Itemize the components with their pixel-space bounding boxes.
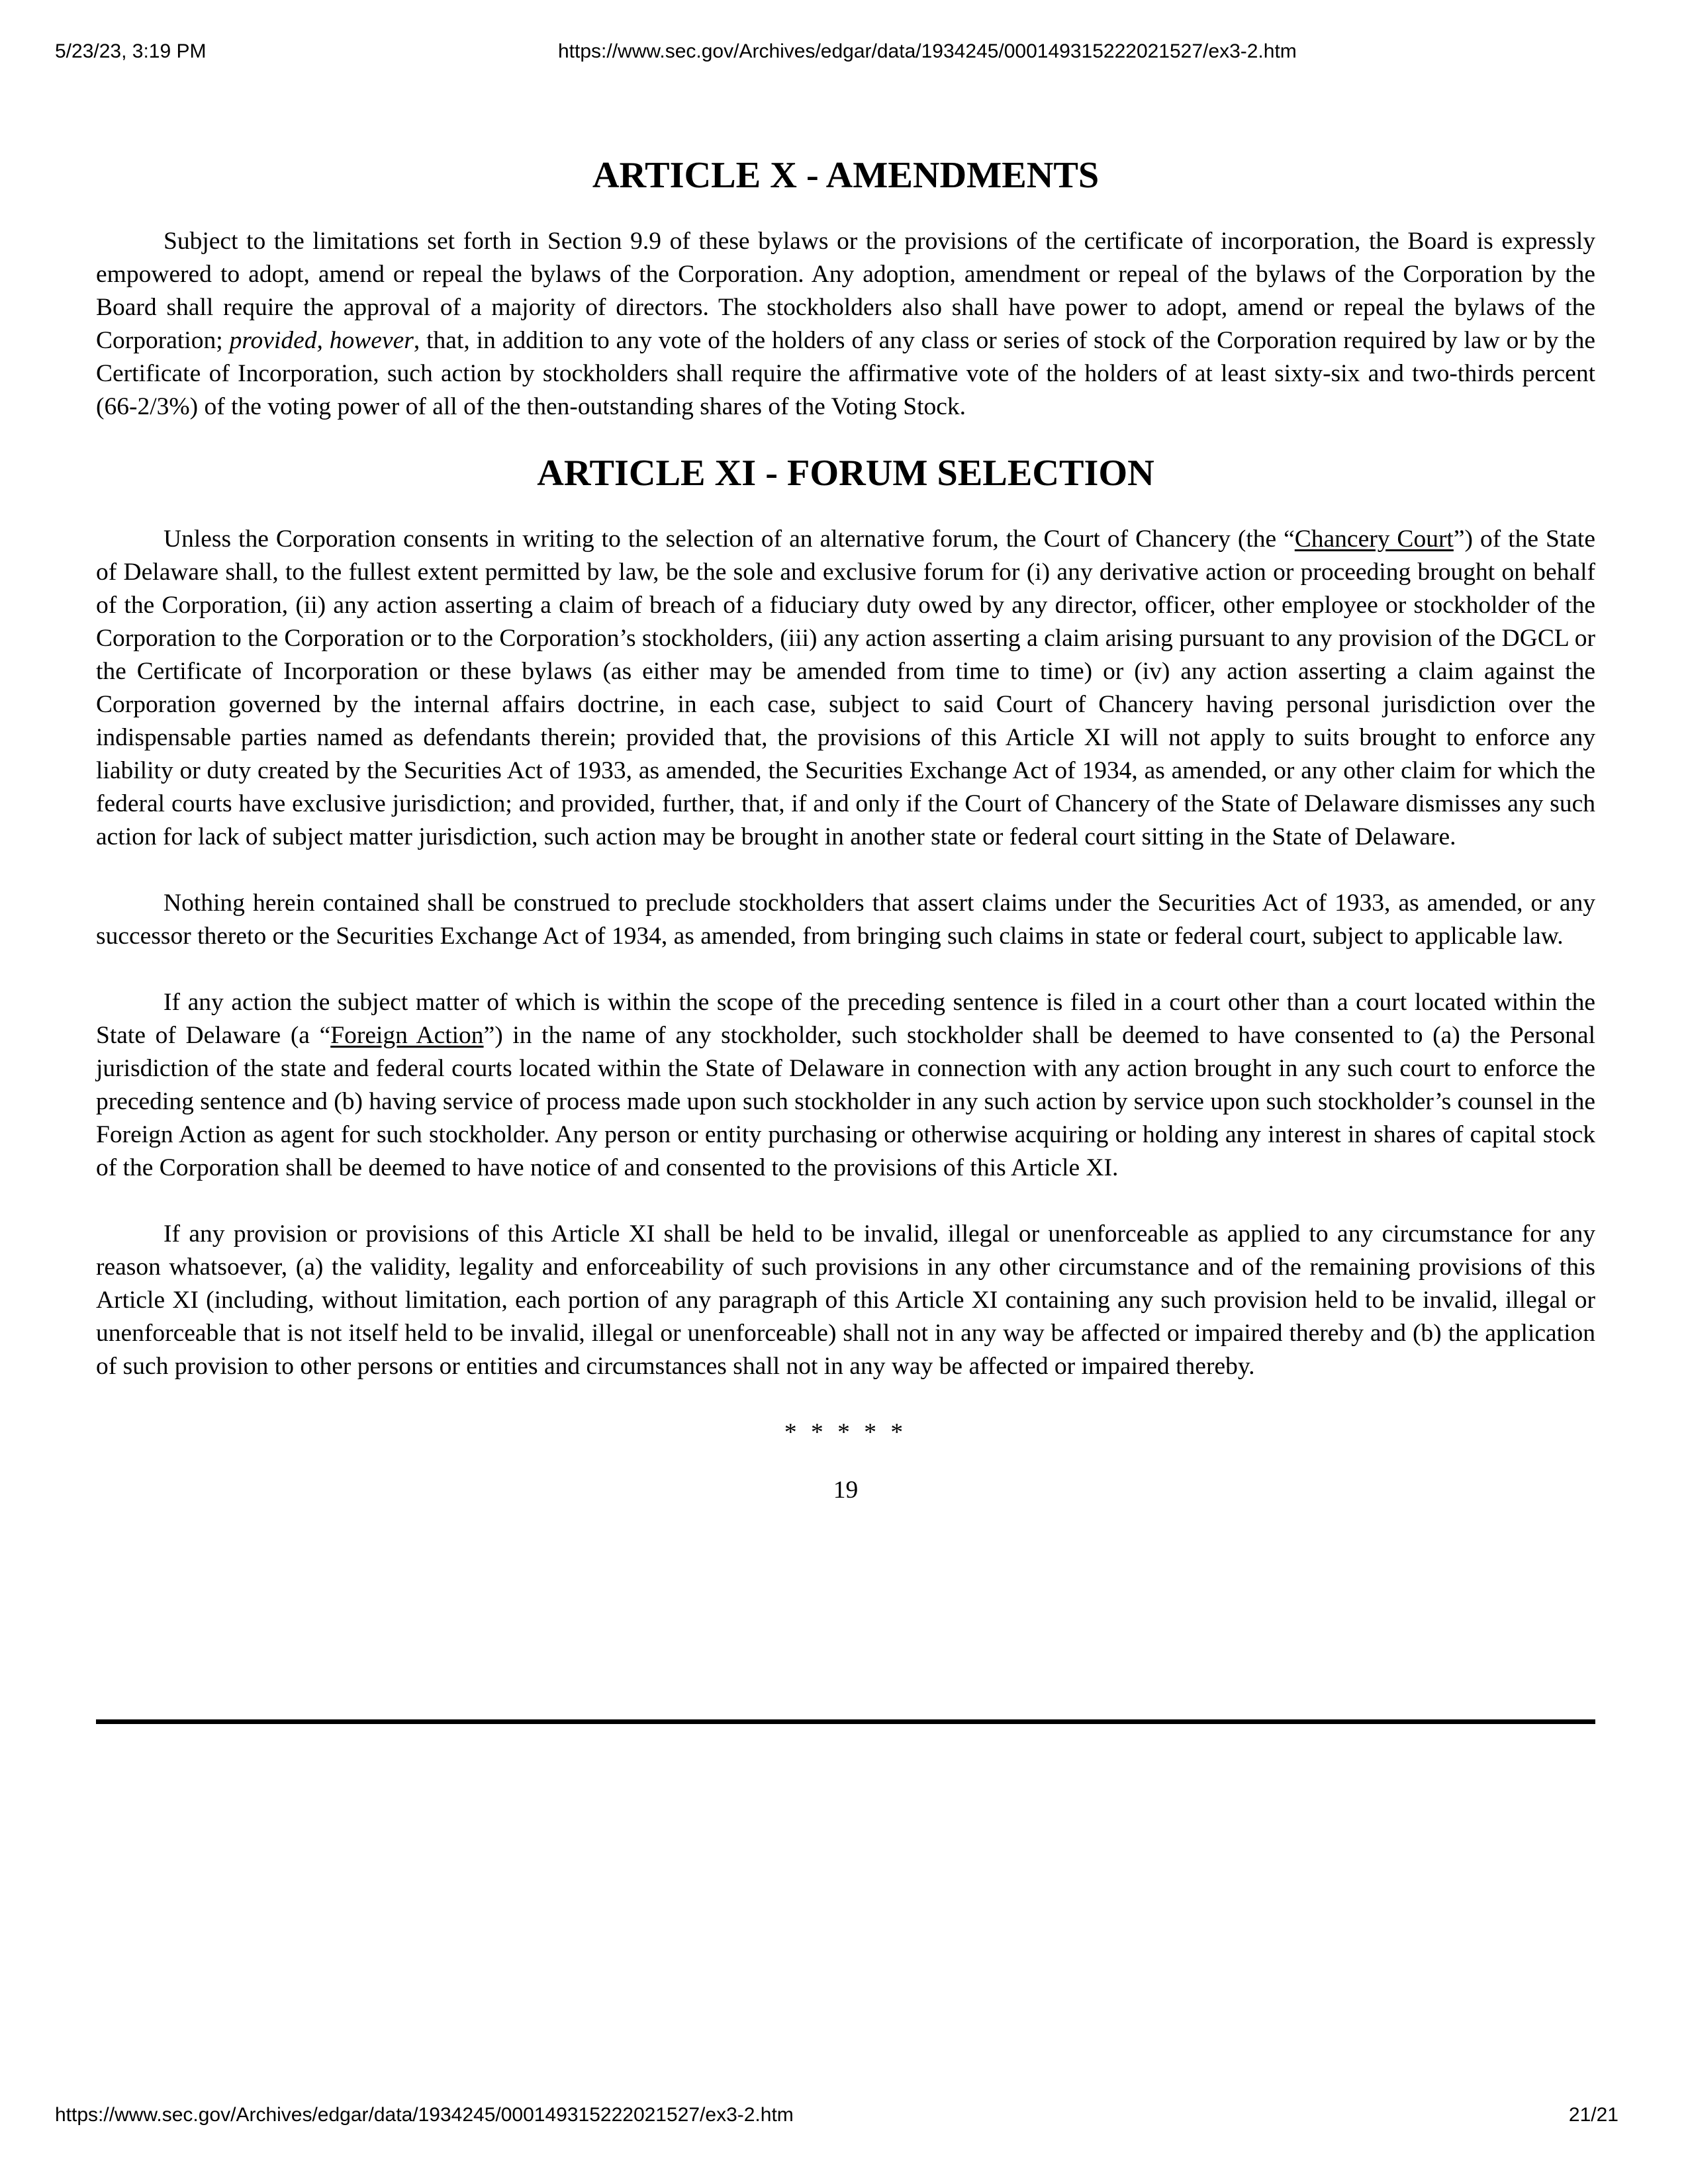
- article-xi-paragraph-4: If any provision or provisions of this Article XI shall be held to be invalid, illegal or unenforceable as applied to any circumstance for any reason whatsoever, (a) the validity, legality and enforceability of such provisions in any other circumstance and of the remaining provisions of this Article XI (including, without limitation, each portion of any paragraph of this Article XI containing any such provision held to be invalid, illegal or unenforceable that is not itself held to be invalid, illegal or unenforceable) shall not in any way be affected or impaired thereby and (b) the application of such provision to other persons or entities and circumstances shall not in any way be affected or impaired thereby.: [96, 1220, 1595, 1380]
- document-body: [96, 155, 1596, 1507]
- print-footer-url: https://www.sec.gov/Archives/edgar/data/1934245/000149315222021527/ex3-2.htm: [55, 2104, 794, 2126]
- article-xi-heading: ARTICLE XI - FORUM SELECTION: [537, 453, 1154, 494]
- article-xi-paragraph-3: [96, 986, 1595, 1185]
- page-number: 19: [833, 1477, 859, 1504]
- article-xi-paragraph-1: [96, 523, 1595, 854]
- article-xi-p3-part-1: If any action the subject matter of which is within the scope of the preceding sentence is filed in a court other than a court located within the State of Delaware (a “: [96, 989, 1595, 1049]
- print-header-url: https://www.sec.gov/Archives/edgar/data/1934245/000149315222021527/ex3-2.htm: [558, 40, 1297, 62]
- article-x-heading: ARTICLE X - AMENDMENTS: [592, 155, 1100, 196]
- article-xi-p1-part-1: Unless the Corporation consents in writing to the selection of an alternative forum, the Court of Chancery (the “: [164, 525, 1295, 553]
- article-xi-p3-part-2: ”) in the name of any stockholder, such stockholder shall be deemed to have consented to (a) the Personal jurisdiction of the state and federal courts located within the State of Delaware in connection with any action brought in any such court to enforce the preceding sentence and (b) having service of process made upon such stockholder in any such action by service upon such stockholder’s counsel in the Foreign Action as agent for such stockholder. Any person or entity purchasing or otherwise acquiring or holding any interest in shares of capital stock of the Corporation shall be deemed to have notice of and consented to the provisions of this Article XI.: [96, 1022, 1595, 1181]
- page-bottom-rule: [96, 1719, 1595, 1724]
- article-xi-p1-part-2: ”) of the State of Delaware shall, to the fullest extent permitted by law, be the sole and exclusive forum for (i) any derivative action or proceeding brought on behalf of the Corporation, (ii) any action asserting a claim of breach of a fiduciary duty owed by any director, officer, other employee or stockholder of the Corporation to the Corporation or to the Corporation’s stockholders, (iii) any action asserting a claim arising pursuant to any provision of the DGCL or the Certificate of Incorporation or these bylaws (as either may be amended from time to time) or (iv) any action asserting a claim against the Corporation governed by the internal affairs doctrine, in each case, subject to said Court of Chancery having personal jurisdiction over the indispensable parties named as defendants therein; provided that, the provisions of this Article XI will not apply to suits brought to enforce any liability or duty created by the Securities Act of 1933, as amended, the Securities Exchange Act of 1934, as amended, or any other claim for which the federal courts have exclusive jurisdiction; and provided, further, that, if and only if the Court of Chancery of the State of Delaware dismisses any such action for lack of subject matter jurisdiction, such action may be brought in another state or federal court sitting in the State of Delaware.: [96, 525, 1595, 850]
- article-xi-paragraph-2: Nothing herein contained shall be construed to preclude stockholders that assert claims under the Securities Act of 1933, as amended, or any successor thereto or the Securities Exchange Act of 1934, as amended, from bringing such claims in state or federal court, subject to applicable law.: [96, 889, 1595, 950]
- article-x-paragraph: [96, 225, 1595, 424]
- article-x-text-part-1: Subject to the limitations set forth in Section 9.9 of these bylaws or the provisions of the certificate of incorporation, the Board is expressly empowered to adopt, amend or repeal the bylaws of the Corporation. Any adoption, amendment or repeal of the bylaws of the Corporation by the Board shall require the approval of a majority of directors. The stockholders also shall have power to adopt, amend or repeal the bylaws of the Corporation;: [96, 228, 1595, 354]
- print-page-count: 21/21: [1568, 2104, 1618, 2126]
- article-x-text-part-2: , that, in addition to any vote of the holders of any class or series of stock of the Corporation required by law or by the Certificate of Incorporation, such action by stockholders shall require the affirmative vote of the holders of at least sixty-six and two-thirds percent (66-2/3%) of the voting power of all of the then-outstanding shares of the Voting Stock.: [96, 327, 1596, 420]
- foreign-action-defined-term: Foreign Action: [330, 1022, 484, 1049]
- print-datetime: 5/23/23, 3:19 PM: [55, 40, 207, 62]
- end-of-document-marker: * * * * *: [784, 1419, 908, 1446]
- chancery-court-defined-term: Chancery Court: [1294, 525, 1454, 553]
- provided-however-italic: provided, however: [229, 327, 414, 354]
